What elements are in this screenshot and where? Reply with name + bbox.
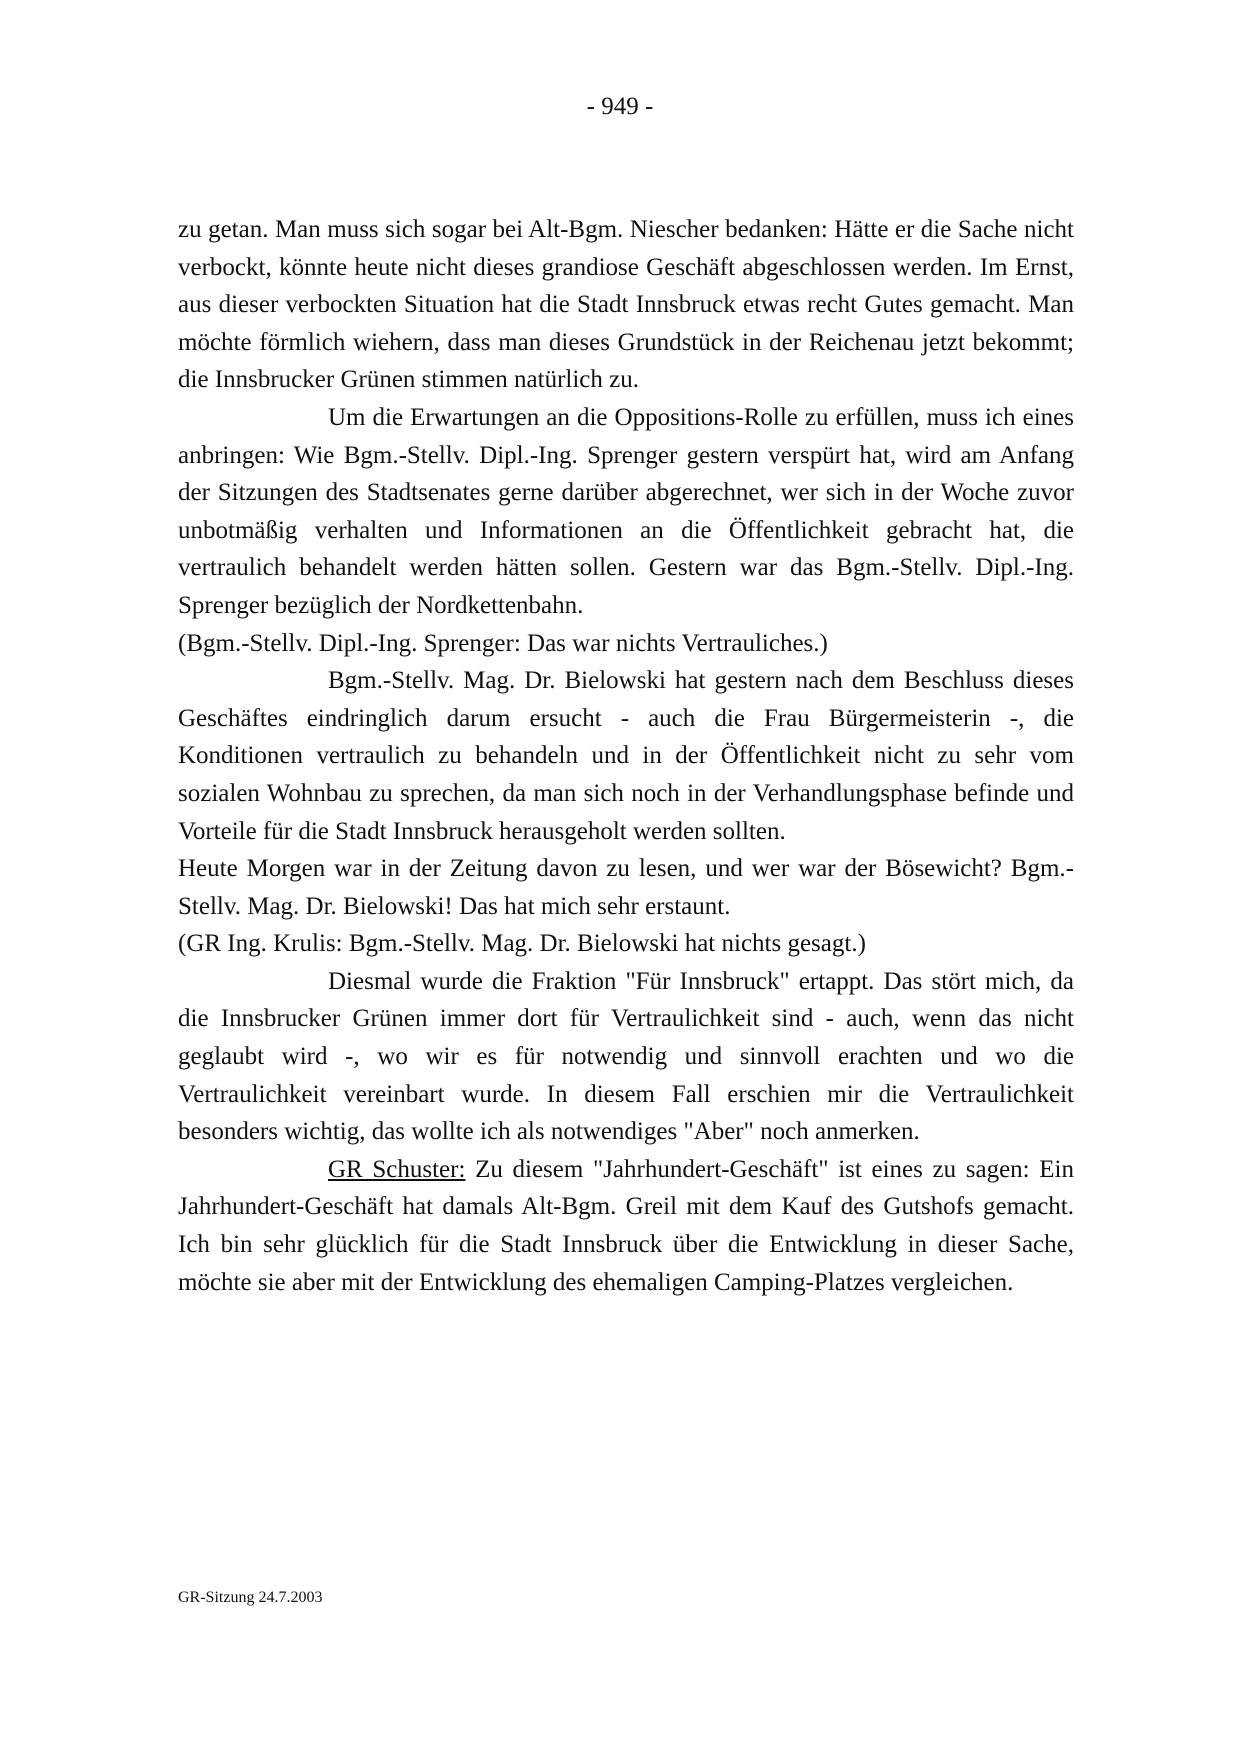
speaker-name: GR Schuster:	[328, 1155, 466, 1183]
paragraph-bielowski-request: Bgm.-Stellv. Mag. Dr. Bielowski hat gestern nach dem Beschluss dieses Geschäftes eindringlich darum ersucht - auch die Frau Bürgermeisterin -, die Konditionen vertraulich zu behandeln und in der Öffentlichkeit nicht zu sehr vom sozialen Wohnbau zu sprechen, da man sich noch in der Verhandlungsphase befinde und Vorteile für die Stadt Innsbruck herausgeholt werden sollten.	[178, 667, 1074, 845]
paragraph-newspaper: Heute Morgen war in der Zeitung davon zu lesen, und wer war der Bösewicht? Bgm.-Stellv. Mag. Dr. Bielowski! Das hat mich sehr erstaunt.	[178, 855, 1074, 920]
footer-session: GR-Sitzung 24.7.2003	[178, 1589, 323, 1606]
paragraph-continuation: zu getan. Man muss sich sogar bei Alt-Bgm. Niescher bedanken: Hätte er die Sache nicht verbockt, könnte heute nicht dieses grandiose Geschäft abgeschlossen werden. Im Ernst, aus dieser verbockten Situation hat die Stadt Innsbruck etwas recht Gutes gemacht. Man möchte förmlich wiehern, dass man dieses Grundstück in der Reichenau jetzt bekommt; die Innsbrucker Grünen stimmen natürlich zu.	[178, 216, 1074, 394]
page-number: - 949 -	[586, 93, 654, 120]
speech-text: Zu diesem "Jahrhundert-Geschäft" ist eines zu sagen: Ein Jahrhundert-Geschäft hat damals Alt-Bgm. Greil mit dem Kauf des Gutshofs gemacht. Ich bin sehr glücklich für die Stadt Innsbruck über die Entwicklung in dieser Sache, möchte sie aber mit der Entwicklung des ehemaligen Camping-Platzes vergleichen.	[178, 1155, 1074, 1296]
interjection-krulis: (GR Ing. Krulis: Bgm.-Stellv. Mag. Dr. Bielowski hat nichts gesagt.)	[178, 930, 866, 958]
paragraph-fraktion-caught: Diesmal wurde die Fraktion "Für Innsbruck" ertappt. Das stört mich, da die Innsbrucker Grünen immer dort für Vertraulichkeit sind - auch, wenn das nicht geglaubt wird -, wo wir es für notwendig und sinnvoll erachten und wo die Vertraulichkeit vereinbart wurde. In diesem Fall erschien mir die Vertraulichkeit besonders wichtig, das wollte ich als notwendiges "Aber" noch anmerken.	[178, 967, 1074, 1146]
paragraph-opposition-role: Um die Erwartungen an die Oppositions-Rolle zu erfüllen, muss ich eines anbringen: Wie Bgm.-Stellv. Dipl.-Ing. Sprenger gestern verspürt hat, wird am Anfang der Sitzungen des Stadtsenates gerne darüber abgerechnet, wer sich in der Woche zuvor unbotmäßig verhalten und Informationen an die Öffentlichkeit gebracht hat, die vertraulich behandelt werden hätten sollen. Gestern war das Bgm.-Stellv. Dipl.-Ing. Sprenger bezüglich der Nordkettenbahn.	[178, 403, 1074, 619]
paragraph-schuster-speech	[178, 1151, 1074, 1301]
interjection-sprenger: (Bgm.-Stellv. Dipl.-Ing. Sprenger: Das war nichts Vertrauliches.)	[178, 629, 828, 657]
document-body	[178, 211, 1074, 1301]
